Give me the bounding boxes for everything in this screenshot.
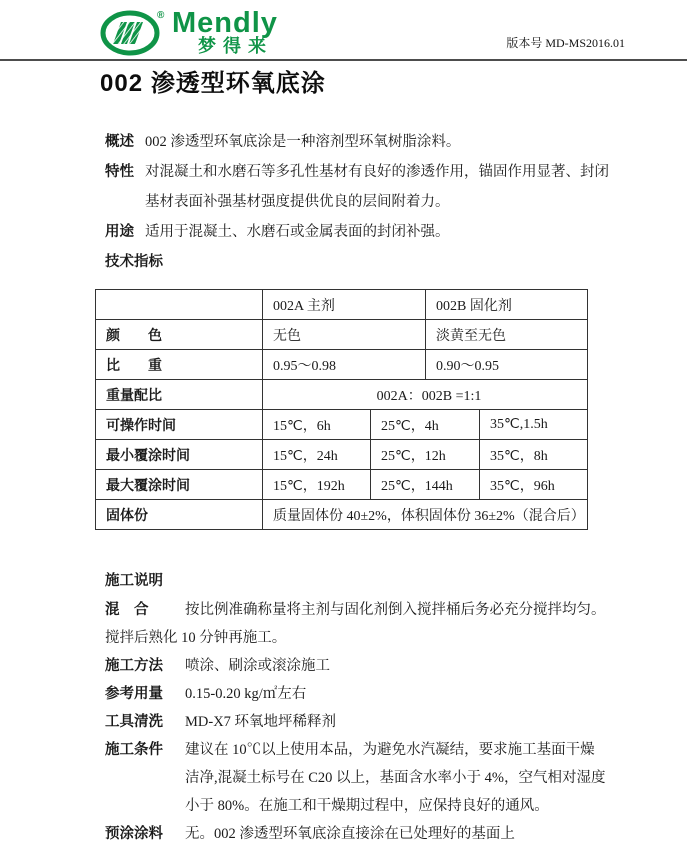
max-recoat-35c: 35℃，96h (480, 470, 588, 500)
precoat-row (105, 820, 687, 848)
method-text: 喷涂、刷涂或滚涂施工 (185, 658, 330, 674)
dosage-label: 参考用量 (105, 686, 163, 702)
mixing-row (105, 596, 687, 624)
brand-text-block (172, 8, 278, 56)
conditions-row (105, 736, 687, 820)
conditions-line-3: 小于 80%。在施工和干燥期过程中，应保持良好的通风。 (185, 798, 549, 814)
color-label: 颜 色 (96, 320, 263, 350)
brand-chinese-name: 梦得来 (198, 36, 273, 56)
brand-name: Mendly (172, 7, 278, 39)
table-header-row (96, 290, 588, 320)
overview-row (105, 127, 687, 157)
tech-specs-heading: 技术指标 (105, 254, 163, 270)
max-recoat-25c: 25℃，144h (371, 470, 480, 500)
gravity-002b: 0.90～0.95 (426, 350, 588, 380)
tool-cleaning-label: 工具清洗 (105, 714, 163, 730)
pot-life-25c: 25℃，4h (371, 410, 480, 440)
brand-oval-icon (100, 8, 166, 56)
mixing-label: 混 合 (105, 602, 149, 618)
pot-life-label: 可操作时间 (96, 410, 263, 440)
features-line-2: 基材表面补强基材强度提供优良的层间附着力。 (145, 194, 450, 210)
gravity-002a: 0.95～0.98 (263, 350, 426, 380)
pot-life-15c: 15℃，6h (263, 410, 371, 440)
precoat-label: 预涂涂料 (105, 826, 163, 842)
construction-section (0, 566, 687, 848)
registered-mark-icon: ® (157, 10, 165, 21)
max-recoat-15c: 15℃，192h (263, 470, 371, 500)
solids-label: 固体份 (96, 500, 263, 530)
mixing-text: 按比例准确称量将主剂与固化剂倒入搅拌桶后务必充分搅拌均匀。 (185, 602, 606, 618)
overview-label: 概述 (105, 134, 134, 150)
conditions-text (185, 736, 606, 820)
pot-life-35c: 35℃,1.5h (480, 410, 588, 440)
features-text (145, 157, 609, 217)
header-empty-cell (96, 290, 263, 320)
usage-label: 用途 (105, 224, 134, 240)
min-recoat-label: 最小覆涂时间 (96, 440, 263, 470)
features-label: 特性 (105, 164, 134, 180)
conditions-line-1: 建议在 10℃以上使用本品，为避免水汽凝结，要求施工基面干燥 (185, 742, 595, 758)
page-header (0, 0, 687, 61)
method-label: 施工方法 (105, 658, 163, 674)
header-002b-cell: 002B 固化剂 (426, 290, 588, 320)
table-row-solids (96, 500, 588, 530)
mixing-text-2: 搅拌后熟化 10 分钟再施工。 (105, 630, 287, 646)
min-recoat-35c: 35℃，8h (480, 440, 588, 470)
table-row-min-recoat (96, 440, 588, 470)
min-recoat-15c: 15℃，24h (263, 440, 371, 470)
color-002a: 无色 (263, 320, 426, 350)
overview-text: 002 渗透型环氧底涂是一种溶剂型环氧树脂涂料。 (145, 134, 461, 150)
ratio-label: 重量配比 (96, 380, 263, 410)
solids-value: 质量固体份 40±2%，体积固体份 36±2%（混合后） (263, 500, 588, 530)
conditions-label: 施工条件 (105, 742, 163, 758)
spec-table (95, 289, 588, 530)
tool-cleaning-row (105, 708, 687, 736)
usage-row (105, 217, 687, 247)
features-row (105, 157, 687, 217)
table-row-pot-life (96, 410, 588, 440)
method-row (105, 652, 687, 680)
usage-text: 适用于混凝土、水磨石或金属表面的封闭补强。 (145, 224, 450, 240)
table-row-ratio (96, 380, 588, 410)
max-recoat-label: 最大覆涂时间 (96, 470, 263, 500)
mendly-logo (100, 8, 278, 56)
version-label: 版本号 MD-MS2016.01 (506, 36, 625, 50)
features-line-1: 对混凝土和水磨石等多孔性基材有良好的渗透作用，锚固作用显著、封闭 (145, 164, 609, 180)
dosage-text: 0.15-0.20 kg/㎡左右 (185, 686, 307, 702)
table-row-max-recoat (96, 470, 588, 500)
dosage-row (105, 680, 687, 708)
table-row-gravity (96, 350, 588, 380)
header-002a-cell: 002A 主剂 (263, 290, 426, 320)
overview-section (105, 127, 687, 277)
precoat-text: 无。002 渗透型环氧底涂直接涂在已处理好的基面上 (185, 826, 515, 842)
ratio-value: 002A：002B =1:1 (263, 380, 588, 410)
construction-heading: 施工说明 (105, 573, 163, 589)
tool-cleaning-text: MD-X7 环氧地坪稀释剂 (185, 714, 337, 730)
min-recoat-25c: 25℃，12h (371, 440, 480, 470)
page-title: 002 渗透型环氧底涂 (100, 70, 326, 97)
gravity-label: 比 重 (96, 350, 263, 380)
color-002b: 淡黄至无色 (426, 320, 588, 350)
conditions-line-2: 洁净,混凝土标号在 C20 以上，基面含水率小于 4%，空气相对湿度 (185, 770, 606, 786)
table-row-color (96, 320, 588, 350)
